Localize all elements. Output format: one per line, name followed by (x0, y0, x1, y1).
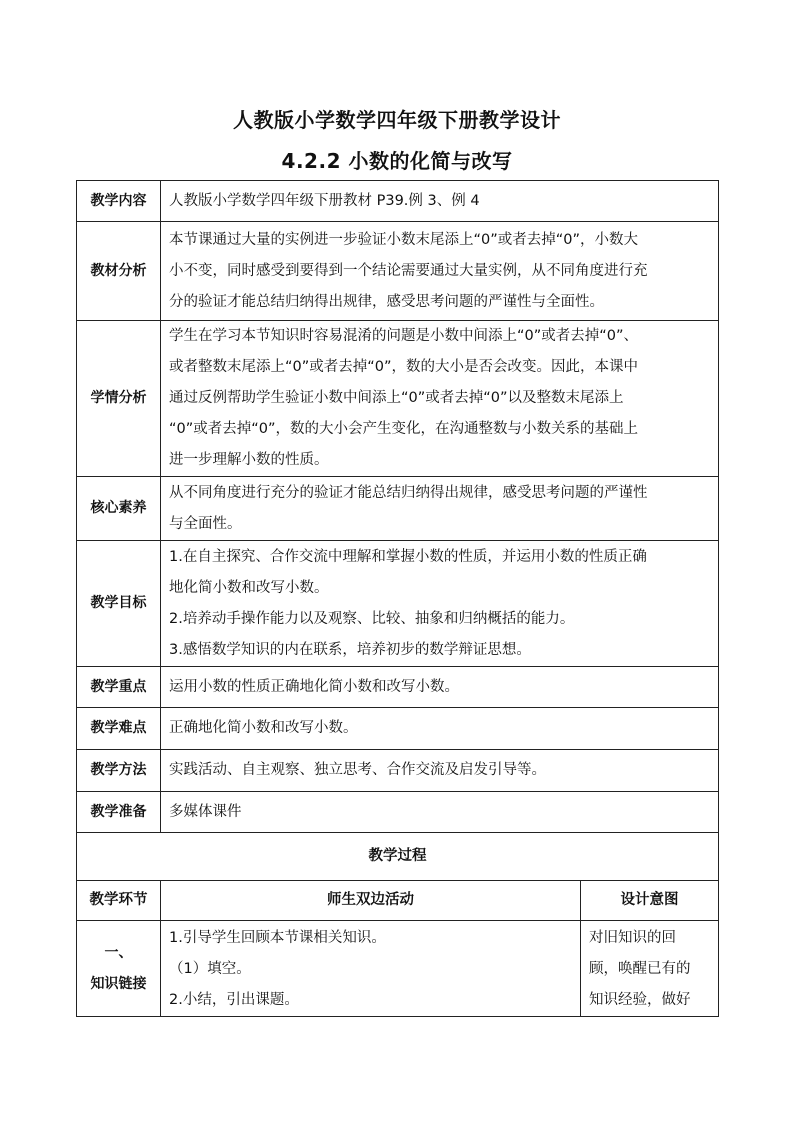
text-line: 分的验证才能总结归纳得出规律，感受思考问题的严谨性与全面性。 (169, 293, 604, 310)
row-teaching-methods (77, 750, 719, 792)
row-teaching-goals (77, 541, 719, 667)
value-teaching-content (161, 181, 719, 222)
text-line: 3.感悟数学知识的内在联系，培养初步的数学辩证思想。 (169, 641, 531, 658)
label-key-points: 教学重点 (77, 667, 161, 708)
column-header-intent: 设计意图 (581, 881, 719, 921)
text-line: 本节课通过大量的实例进一步验证小数末尾添上“0”或者去掉“0”，小数大 (169, 231, 638, 248)
document-title: 人教版小学数学四年级下册教学设计 (233, 108, 561, 132)
value-material-analysis (161, 222, 719, 321)
column-header-activity: 师生双边活动 (161, 881, 581, 921)
value-learner-analysis (161, 321, 719, 477)
stage-1-intent (581, 921, 719, 1017)
text-line: 学生在学习本节知识时容易混淆的问题是小数中间添上“0”或者去掉“0”、 (169, 328, 638, 344)
label-learner-analysis: 学情分析 (77, 321, 161, 477)
value-teaching-preparation (161, 792, 719, 833)
label-teaching-goals: 教学目标 (77, 541, 161, 667)
text-line: “0”或者去掉“0”，数的大小会产生变化，在沟通整数与小数关系的基础上 (169, 421, 638, 437)
text-line: 或者整数末尾添上“0”或者去掉“0”，数的大小是否会改变。因此，本课中 (169, 359, 638, 375)
row-process-columns (77, 881, 719, 921)
label-teaching-preparation: 教学准备 (77, 792, 161, 833)
row-process-heading (77, 833, 719, 881)
text-line: 1.在自主探究、合作交流中理解和掌握小数的性质，并运用小数的性质正确 (169, 548, 647, 565)
row-teaching-preparation (77, 792, 719, 833)
text-line: 对旧知识的回 (589, 930, 676, 946)
text-line: 实践活动、自主观察、独立思考、合作交流及启发引导等。 (169, 762, 546, 778)
stage-name: 知识链接 (90, 975, 147, 992)
column-header-stage: 教学环节 (77, 881, 161, 921)
label-difficult-points: 教学难点 (77, 708, 161, 750)
text-line: 小不变，同时感受到要得到一个结论需要通过大量实例，从不同角度进行充 (169, 262, 648, 279)
row-difficult-points (77, 708, 719, 750)
text-line: 顾，唤醒已有的 (589, 961, 691, 977)
row-key-points (77, 667, 719, 708)
text-line: 1.引导学生回顾本节课相关知识。 (169, 930, 386, 946)
text-line: 进一步理解小数的性质。 (169, 452, 329, 468)
text-line: 2.培养动手操作能力以及观察、比较、抽象和归纳概括的能力。 (169, 610, 575, 627)
text-line: 运用小数的性质正确地化简小数和改写小数。 (169, 678, 459, 695)
row-core-literacy (77, 477, 719, 541)
value-difficult-points (161, 708, 719, 750)
text-line: 通过反例帮助学生验证小数中间添上“0”或者去掉“0”以及整数末尾添上 (169, 390, 624, 406)
lesson-plan-table (76, 180, 719, 1017)
text-line: 多媒体课件 (169, 803, 242, 820)
process-heading: 教学过程 (77, 833, 719, 881)
stage-1-label (77, 921, 161, 1017)
text-line: 2.小结，引出课题。 (169, 992, 299, 1008)
text-line: 人教版小学数学四年级下册教材 P39.例 3、例 4 (169, 192, 480, 209)
row-learner-analysis (77, 321, 719, 477)
row-teaching-content (77, 181, 719, 222)
value-teaching-goals (161, 541, 719, 667)
value-core-literacy (161, 477, 719, 541)
row-material-analysis (77, 222, 719, 321)
label-core-literacy: 核心素养 (77, 477, 161, 541)
label-teaching-content: 教学内容 (77, 181, 161, 222)
text-line: 正确地化简小数和改写小数。 (169, 720, 358, 736)
value-teaching-methods (161, 750, 719, 792)
stage-number: 一、 (104, 944, 133, 961)
label-material-analysis: 教材分析 (77, 222, 161, 321)
label-teaching-methods: 教学方法 (77, 750, 161, 792)
text-line: 地化简小数和改写小数。 (169, 579, 329, 596)
stage-1-activities (161, 921, 581, 1017)
text-line: 与全面性。 (169, 515, 242, 532)
text-line: 从不同角度进行充分的验证才能总结归纳得出规律，感受思考问题的严谨性 (169, 484, 648, 501)
row-stage-1 (77, 921, 719, 1017)
value-key-points (161, 667, 719, 708)
document-subtitle: 4.2.2 小数的化简与改写 (281, 149, 513, 173)
text-line: （1）填空。 (169, 961, 251, 977)
text-line: 知识经验，做好 (589, 992, 691, 1008)
